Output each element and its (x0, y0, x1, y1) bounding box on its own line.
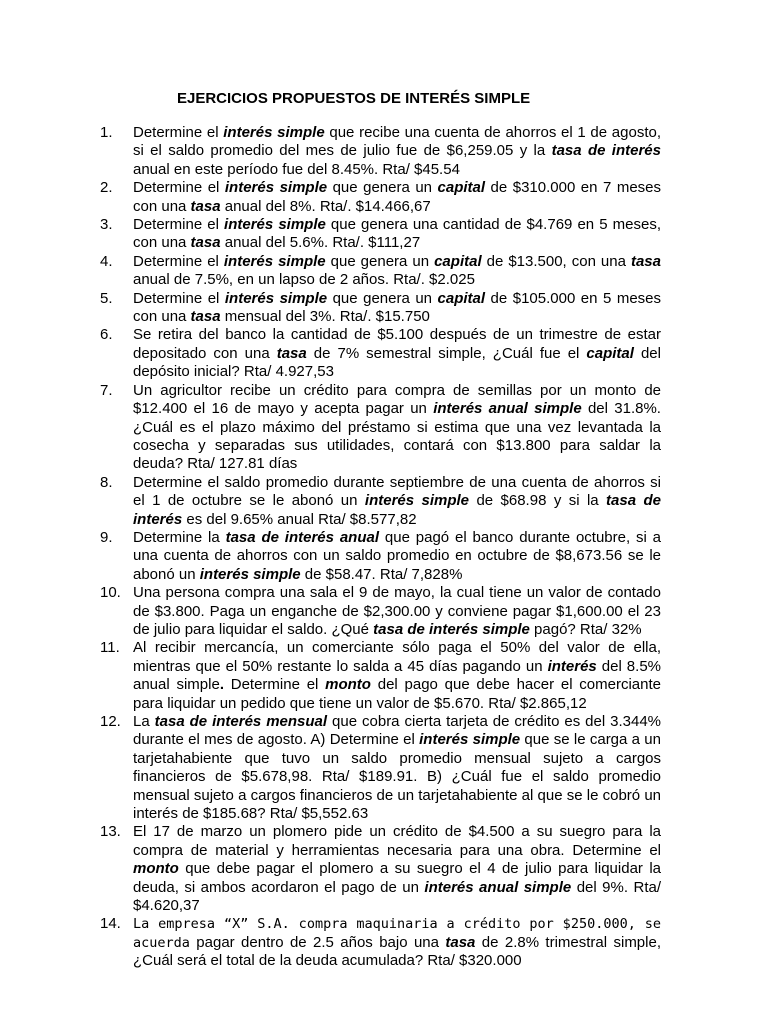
exercise-text: anual de 7.5%, en un lapso de 2 años. Rta/. $2.025 (133, 271, 475, 289)
key-term: interés simple (224, 289, 328, 307)
key-term: tasa (190, 197, 221, 215)
exercise-text: del depósito inicial? Rta/ 4.927,53 (133, 344, 661, 381)
exercise-text: . (219, 676, 224, 694)
key-term: tasa (190, 308, 221, 326)
exercise-number: 5. (100, 289, 113, 307)
exercise-number: 7. (100, 381, 113, 399)
key-term: capital (586, 344, 634, 362)
exercise-text: que genera un (327, 289, 438, 307)
exercise-item (0, 584, 661, 639)
exercise-text: de $13.500, con una (481, 252, 631, 270)
key-term: monto (325, 676, 371, 694)
exercise-text: del 8.5% anual simple (133, 657, 661, 694)
exercise-number: 12. (100, 713, 121, 730)
exercise-text: anual del 5.6%. Rta/. $111,27 (220, 234, 421, 252)
exercise-text: pagar dentro de 2.5 años bajo una (189, 933, 446, 951)
exercise-text: Se retira del banco la cantidad de $5.100 después de un trimestre de estar depositado con una (133, 326, 661, 362)
exercise-text: que genera una cantidad de $4.769 en 5 meses, con una (133, 216, 661, 252)
exercise-text: Una persona compra una sala el 9 de mayo, la cual tiene un valor de contado de $3.800. Paga un enganche de $2,300.00 y conviene pagar $1,600.00 el 23 de julio para liquidar el saldo. ¿Qué (133, 584, 661, 638)
key-term: tasa de interés (551, 142, 661, 160)
exercise-text: de 2.8% trimestral simple, ¿Cuál será el total de la deuda acumulada? Rta/ $320.000 (133, 933, 661, 970)
key-term: capital (437, 179, 486, 197)
exercise-text: que debe pagar el plomero a su suegro el 4 de julio para liquidar la deuda, si ambos acordaron el pago de un (133, 860, 661, 896)
exercise-text: Determine el (223, 676, 326, 694)
exercise-text: Un agricultor recibe un crédito para compra de semillas por un monto de $12.400 el 16 de mayo y acepta pagar un (133, 381, 661, 418)
exercise-text: pagó? Rta/ 32% (529, 620, 642, 638)
exercise-number: 1. (100, 124, 113, 141)
exercise-item (0, 216, 661, 253)
exercise-text: Determine el (133, 179, 225, 197)
key-term: tasa (190, 234, 221, 252)
key-term: tasa (445, 933, 476, 951)
exercise-item (0, 529, 661, 584)
key-term: interés simple (419, 731, 521, 749)
exercise-text: Determine el (133, 216, 225, 234)
key-term: capital (434, 252, 482, 270)
exercise-text: que se le carga a un tarjetahabiente que tuvo un saldo promedio mensual sujeto a cargos financieros de $5.678,98. Rta/ $189.91. B) ¿Cuál fue el saldo promedio mensual sujeto a cargos financieros de un tarjetahabiente al que se le cobró un interés de $185.68? Rta/ $5,552.63 (133, 731, 661, 823)
exercise-text: mensual del 3%. Rta/. $15.750 (220, 308, 430, 326)
exercise-number: 11. (100, 639, 120, 657)
exercise-text: del 31.8%. ¿Cuál es el plazo máximo del préstamo si estima que una vez levantada la cosecha y separadas sus utilidades, contará con $13.800 para saldar la deuda? Rta/ 127.81 días (133, 400, 661, 473)
key-term: interés anual simple (433, 400, 582, 418)
exercise-text: que cobra cierta tarjeta de crédito es del 3.344% durante el mes de agosto. A) Determine el (133, 713, 661, 749)
exercise-text: Al recibir mercancía, un comerciante sólo paga el 50% del valor de ella, mientras que el 50% restante lo salda a 45 días pagando un (133, 639, 661, 675)
exercise-number: 10. (100, 584, 121, 602)
key-term: monto (133, 860, 179, 878)
exercise-item (0, 639, 661, 713)
exercise-item (0, 915, 661, 970)
exercise-text: Determine el saldo promedio durante septiembre de una cuenta de ahorros si el 1 de octubre se le abonó un (133, 473, 661, 510)
exercise-number: 14. (100, 915, 121, 933)
page-title: EJERCICIOS PROPUESTOS DE INTERÉS SIMPLE (177, 90, 531, 107)
exercise-item (0, 713, 661, 823)
exercise-item (0, 290, 661, 327)
exercise-number: 6. (100, 326, 113, 344)
key-term: interés simple (199, 565, 301, 583)
exercise-text: Determine el (133, 124, 224, 141)
key-term: tasa de interés anual (225, 528, 380, 546)
exercise-text: anual del 8%. Rta/. $14.466,67 (220, 197, 431, 215)
key-term: interés simple (223, 124, 325, 141)
key-term: tasa de interés (133, 492, 661, 528)
exercise-text: anual en este período fue del 8.45%. Rta/ $45.54 (133, 160, 460, 178)
exercise-number: 4. (100, 252, 113, 270)
exercise-number: 2. (100, 179, 113, 197)
exercise-text: del 9%. Rta/ $4.620,37 (133, 878, 661, 915)
exercise-text: es del 9.65% anual Rta/ $8.577,82 (182, 510, 417, 528)
key-term: capital (437, 289, 486, 307)
exercise-text: de $68.98 y si la (469, 492, 607, 510)
exercise-number: 8. (100, 473, 113, 491)
exercise-list (0, 124, 768, 971)
exercise-number: 3. (100, 216, 113, 234)
key-term: tasa de interés mensual (154, 713, 328, 730)
key-term: interés anual simple (424, 878, 572, 896)
exercise-text: La empresa “X” S.A. compra maquinaria a crédito por $250.000, se acuerda (133, 916, 661, 951)
exercise-text: que recibe una cuenta de ahorros el 1 de agosto, si el saldo promedio del mes de julio fue de $6,259.05 y la (133, 124, 661, 160)
exercise-item (0, 179, 661, 216)
key-term: interés simple (224, 216, 326, 234)
exercise-item (0, 326, 661, 381)
key-term: interés simple (224, 179, 328, 197)
exercise-number: 9. (100, 528, 113, 546)
exercise-text: Determine el (133, 289, 225, 307)
key-term: tasa (276, 344, 307, 362)
key-term: tasa de interés simple (373, 620, 530, 638)
exercise-text: que pagó el banco durante octubre, si a una cuenta de ahorros con un saldo promedio en octubre de $8,673.56 se le abonó un (133, 528, 662, 583)
exercise-number: 13. (100, 823, 121, 841)
key-term: interés simple (223, 252, 326, 270)
exercise-text: que genera un (327, 179, 438, 197)
exercise-text: de $105.000 en 5 meses con una (133, 289, 661, 326)
exercise-text: de $58.47. Rta/ 7,828% (300, 565, 463, 583)
key-term: interés simple (364, 492, 470, 510)
exercise-text: de 7% semestral simple, ¿Cuál fue el (306, 344, 587, 362)
exercise-item (0, 474, 661, 529)
key-term: interés (547, 657, 597, 675)
exercise-item (0, 382, 661, 474)
exercise-text: de $310.000 en 7 meses con una (133, 179, 661, 215)
exercise-text: La (133, 713, 155, 730)
exercise-text: Determine la (133, 528, 226, 546)
key-term: tasa (630, 252, 661, 270)
exercise-item (0, 823, 661, 915)
exercise-item (0, 124, 661, 179)
exercise-text: del pago que debe hacer el comerciante para liquidar un pedido que tiene un valor de $5.670. Rta/ $2.865,12 (133, 676, 661, 712)
exercise-text: El 17 de marzo un plomero pide un crédito de $4.500 a su suegro para la compra de material y herramientas necesaria para una obra. Determine el (133, 823, 661, 859)
exercise-item (0, 253, 661, 290)
exercise-text: Determine el (133, 252, 224, 270)
exercise-text: que genera un (325, 252, 435, 270)
